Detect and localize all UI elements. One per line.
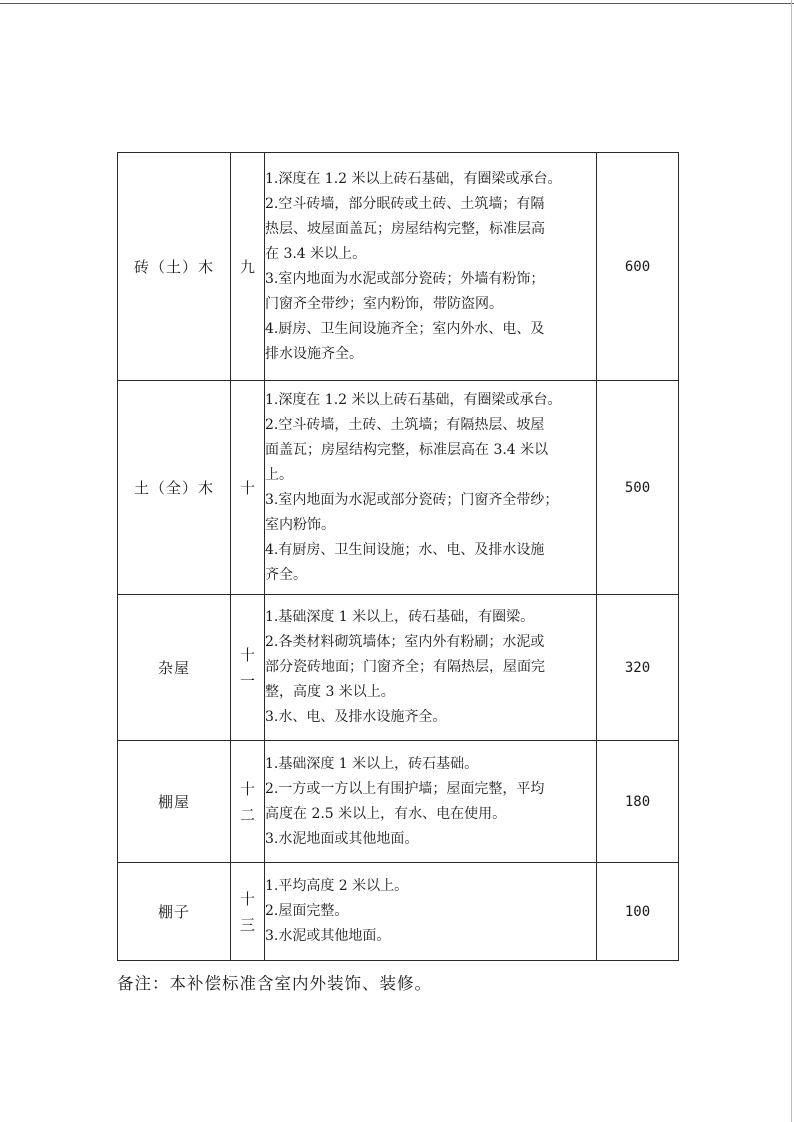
scan-edge-top: [0, 3, 794, 4]
requirement-line: 高度在 2.5 米以上，有水、电在使用。: [265, 805, 507, 822]
requirement-line: 2.空斗砖墙，土砖、土筑墙；有隔热层、坡屋: [265, 416, 545, 433]
structure-type-cell: 砖（土）木: [118, 153, 231, 381]
requirement-line: 齐全。: [265, 566, 307, 583]
requirements-cell: [265, 381, 597, 595]
table-row: [118, 863, 679, 961]
requirement-line: 面盖瓦；房屋结构完整，标准层高在 3.4 米以: [265, 441, 549, 458]
requirement-line: 3.水泥或其他地面。: [265, 928, 391, 944]
table-row: [118, 381, 679, 595]
requirements-cell: [265, 153, 597, 381]
footnote: 备注：本补偿标准含室内外装饰、装修。: [117, 974, 432, 993]
requirement-line: 3.水泥地面或其他地面。: [265, 830, 419, 847]
grade-cell: [231, 381, 265, 595]
price-cell: 500: [597, 381, 679, 595]
grade-char: 三: [239, 915, 255, 934]
grade-char: 十: [239, 889, 255, 908]
scan-edge-right: [791, 0, 792, 1122]
requirement-line: 部分瓷砖地面；门窗齐全；有隔热层，屋面完: [265, 659, 545, 675]
requirement-line: 热层、坡屋面盖瓦；房屋结构完整，标准层高: [265, 220, 545, 237]
requirement-line: 4.有厨房、卫生间设施；水、电、及排水设施: [265, 541, 545, 558]
requirement-line: 在 3.4 米以上。: [265, 245, 367, 262]
price-cell: 320: [597, 595, 679, 741]
requirement-line: 2.一方或一方以上有围护墙；屋面完整，平均: [265, 780, 545, 797]
requirement-line: 2.各类材料砌筑墙体；室内外有粉刷；水泥或: [265, 634, 545, 650]
grade-char: 十: [239, 478, 255, 497]
requirement-line: 3.室内地面为水泥或部分瓷砖；外墙有粉饰；: [265, 270, 545, 287]
requirement-line: 2.屋面完整。: [265, 903, 349, 919]
requirement-line: 上。: [265, 466, 293, 483]
grade-cell: [231, 863, 265, 961]
requirement-line: 1.基础深度 1 米以上，砖石基础。: [265, 755, 479, 772]
requirement-line: 室内粉饰。: [265, 516, 335, 533]
requirement-line: 门窗齐全带纱；室内粉饰，带防盗网。: [265, 295, 503, 312]
requirement-line: 1.深度在 1.2 米以上砖石基础，有圈梁或承台。: [265, 391, 562, 408]
requirement-line: 3.室内地面为水泥或部分瓷砖；门窗齐全带纱；: [265, 491, 559, 508]
grade-char: 一: [239, 671, 255, 690]
requirement-line: 1.平均高度 2 米以上。: [265, 878, 409, 894]
table-body: [118, 153, 679, 961]
requirement-line: 4.厨房、卫生间设施齐全；室内外水、电、及: [265, 320, 545, 337]
grade-char: 十: [239, 645, 255, 664]
structure-type-cell: 杂屋: [118, 595, 231, 741]
compensation-standard-table: [117, 152, 679, 961]
requirement-line: 1.基础深度 1 米以上，砖石基础，有圈梁。: [265, 609, 535, 625]
requirements-cell: [265, 863, 597, 961]
price-cell: 100: [597, 863, 679, 961]
grade-char: 二: [239, 805, 255, 824]
requirement-line: 3.水、电、及排水设施齐全。: [265, 709, 447, 725]
structure-type-cell: 棚屋: [118, 741, 231, 863]
grade-cell: [231, 741, 265, 863]
price-cell: 600: [597, 153, 679, 381]
requirement-line: 排水设施齐全。: [265, 345, 363, 362]
grade-cell: [231, 153, 265, 381]
requirement-line: 1.深度在 1.2 米以上砖石基础，有圈梁或承台。: [265, 170, 562, 187]
requirement-line: 整，高度 3 米以上。: [265, 684, 395, 700]
requirement-line: 2.空斗砖墙，部分眠砖或土砖、土筑墙；有隔: [265, 195, 545, 212]
structure-type-cell: 土（全）木: [118, 381, 231, 595]
structure-type-cell: 棚子: [118, 863, 231, 961]
requirements-cell: [265, 741, 597, 863]
grade-char: 十: [239, 779, 255, 798]
requirements-cell: [265, 595, 597, 741]
table-row: [118, 153, 679, 381]
price-cell: 180: [597, 741, 679, 863]
table-row: [118, 741, 679, 863]
grade-cell: [231, 595, 265, 741]
table-row: [118, 595, 679, 741]
grade-char: 九: [239, 257, 255, 276]
